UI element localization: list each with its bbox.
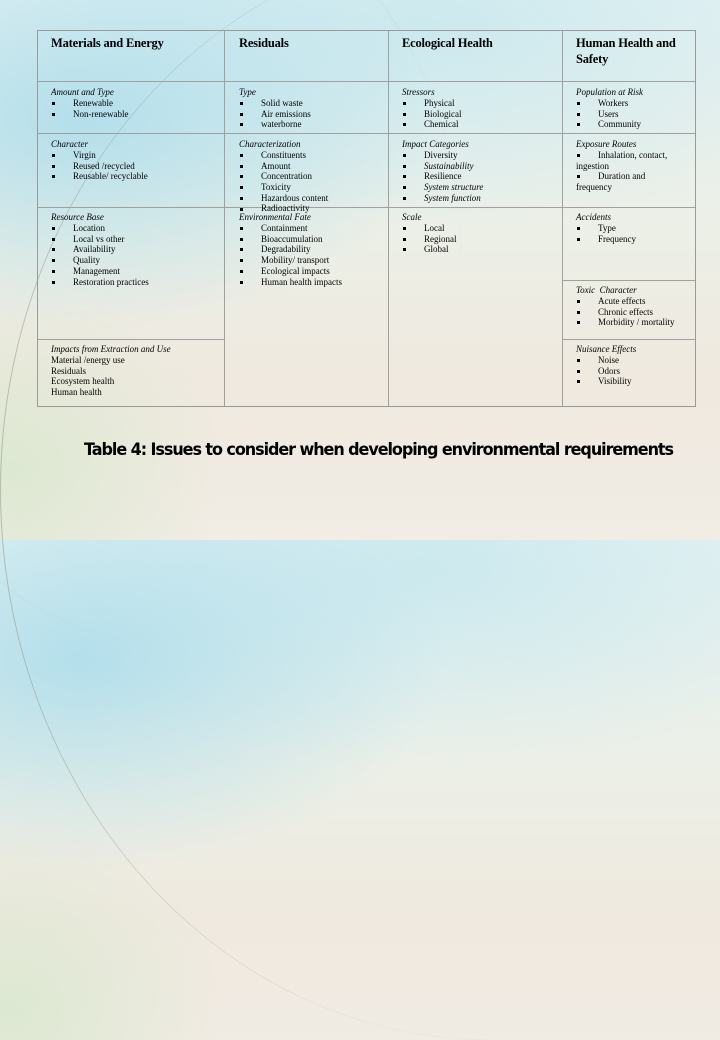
column-header-ecological-health: Ecological Health: [402, 36, 493, 50]
list-line: Material /energy use: [51, 354, 125, 365]
cell-stressors: [402, 87, 557, 130]
list-item: Chemical: [402, 119, 557, 130]
cell-title: Population at Risk: [576, 87, 643, 97]
column-divider: [224, 31, 225, 406]
cell-title: Nuisance Effects: [576, 344, 637, 354]
list-item: Concentration: [239, 171, 384, 182]
cell-title: Characterization: [239, 139, 301, 149]
list-item: Constituents: [239, 150, 384, 161]
list-item: Human health impacts: [239, 277, 384, 288]
list-line: Human health: [51, 387, 102, 398]
cell-title: Toxic Character: [576, 285, 637, 295]
column-divider: [388, 31, 389, 406]
cell-characterization: [239, 139, 384, 212]
column-header-materials-energy: Materials and Energy: [51, 36, 164, 50]
cell-resource-base: [51, 212, 221, 288]
issues-table: [37, 30, 696, 407]
list-item: Resilience: [402, 171, 557, 182]
list-item: Frequency: [576, 234, 691, 245]
row-divider: [38, 133, 695, 134]
list-item-continuation: frequency: [576, 182, 612, 193]
cell-impacts-extraction-use: [51, 344, 221, 398]
list-item: Location: [51, 223, 221, 234]
row-divider: [38, 81, 695, 82]
cell-nuisance-effects: [576, 344, 691, 387]
list-item: Global: [402, 244, 557, 255]
cell-title: Character: [51, 139, 88, 149]
cell-title: Exposure Routes: [576, 139, 637, 149]
list-item: Odors: [576, 366, 691, 377]
list-item: Morbidity / mortality: [576, 317, 691, 328]
cell-title: Environmental Fate: [239, 212, 311, 222]
list-item: Local vs other: [51, 234, 221, 245]
list-item: Bioaccumulation: [239, 234, 384, 245]
list-item: Regional: [402, 234, 557, 245]
cell-title: Amount and Type: [51, 87, 114, 97]
cell-title: Accidents: [576, 212, 611, 222]
cell-title: Stressors: [402, 87, 435, 97]
list-item: Duration and: [576, 171, 691, 182]
list-item: Ecological impacts: [239, 266, 384, 277]
list-item: Degradability: [239, 244, 384, 255]
list-item: Community: [576, 119, 691, 130]
list-item: Biological: [402, 109, 557, 120]
cell-title: Scale: [402, 212, 422, 222]
list-item: Non-renewable: [51, 109, 221, 120]
list-item: Containment: [239, 223, 384, 234]
row-divider: [562, 339, 695, 340]
list-item: Virgin: [51, 150, 221, 161]
row-divider: [38, 339, 224, 340]
list-item: Physical: [402, 98, 557, 109]
list-item-continuation: ingestion: [576, 160, 609, 171]
list-item: Toxicity: [239, 182, 384, 193]
list-item: Sustainability: [402, 161, 557, 172]
list-item: Chronic effects: [576, 307, 691, 318]
list-item: Availability: [51, 244, 221, 255]
list-item: Inhalation, contact,: [576, 150, 691, 161]
cell-toxic-character: [576, 285, 691, 328]
table-caption: Table 4: Issues to consider when developing environmental requirements: [84, 440, 673, 459]
list-item: Type: [576, 223, 691, 234]
cell-type: [239, 87, 384, 130]
cell-accidents: [576, 212, 691, 244]
list-item: Radioactivity: [239, 204, 384, 212]
column-divider: [562, 31, 563, 406]
column-header-human-health-safety: Human Health and Safety: [576, 36, 676, 66]
cell-title: Impacts from Extraction and Use: [51, 344, 171, 354]
list-item: Reused /recycled: [51, 161, 221, 172]
list-item: Mobility/ transport: [239, 255, 384, 266]
cell-population-at-risk: [576, 87, 691, 130]
list-line: Residuals: [51, 365, 86, 376]
list-item: Visibility: [576, 376, 691, 387]
list-item: Renewable: [51, 98, 221, 109]
list-item: Solid waste: [239, 98, 384, 109]
list-item: Local: [402, 223, 557, 234]
list-item: Restoration practices: [51, 277, 221, 288]
list-item: waterborne: [239, 119, 384, 130]
list-line: Ecosystem health: [51, 376, 115, 387]
list-item: Acute effects: [576, 296, 691, 307]
cell-amount-and-type: [51, 87, 221, 119]
cell-title: Type: [239, 87, 256, 97]
cell-title: Resource Base: [51, 212, 104, 222]
list-item: Workers: [576, 98, 691, 109]
cell-impact-categories: [402, 139, 557, 204]
cell-environmental-fate: [239, 212, 384, 288]
list-item: System structure: [402, 182, 557, 193]
cell-exposure-routes: [576, 139, 691, 193]
list-item: Noise: [576, 355, 691, 366]
cell-scale: [402, 212, 557, 255]
list-item: Air emissions: [239, 109, 384, 120]
list-item: Management: [51, 266, 221, 277]
column-header-residuals: Residuals: [239, 36, 289, 50]
list-item: Users: [576, 109, 691, 120]
list-item: Amount: [239, 161, 384, 172]
list-item: Diversity: [402, 150, 557, 161]
list-item: Hazardous content: [239, 193, 384, 204]
list-item: Reusable/ recyclable: [51, 171, 221, 182]
cell-title: Impact Categories: [402, 139, 469, 149]
list-item: Quality: [51, 255, 221, 266]
cell-character: [51, 139, 221, 182]
row-divider: [562, 280, 695, 281]
list-item: System function: [402, 193, 557, 204]
